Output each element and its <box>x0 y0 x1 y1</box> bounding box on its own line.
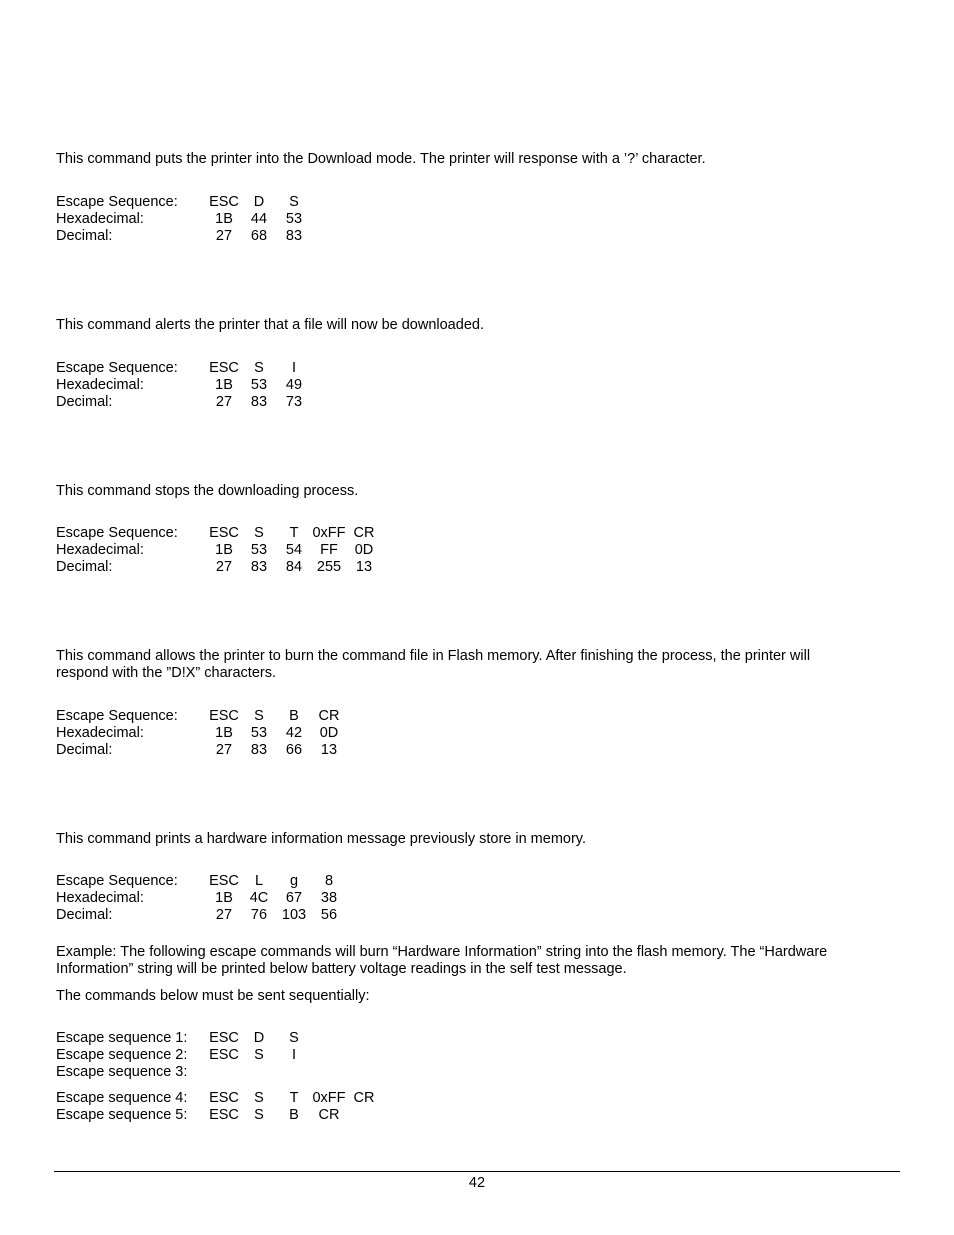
sequence-cell: ESC <box>209 194 239 210</box>
sequence-cell: L <box>254 873 264 889</box>
sequence-cell: 49 <box>285 377 303 393</box>
sequence-row-label: Escape Sequence: <box>56 525 178 541</box>
sequence-cell: ESC <box>209 1047 239 1063</box>
sequence-cell: CR <box>318 1107 340 1123</box>
sequence-cell: 53 <box>250 725 268 741</box>
section-4-description: This command allows the printer to burn the command file in Flash memory. After finishing the process, the printer will respond with the ”D!X” characters. <box>56 648 811 681</box>
sequence-row-label: Escape sequence 5: <box>56 1107 188 1123</box>
sequence-cell: 4C <box>249 890 269 906</box>
sequence-cell: S <box>254 708 264 724</box>
sequence-cell: 54 <box>285 542 303 558</box>
sequence-row-label: Escape Sequence: <box>56 873 178 889</box>
sequence-cell: 1B <box>215 377 233 393</box>
sequence-cell: 103 <box>281 907 307 923</box>
page-number: 42 <box>468 1175 486 1191</box>
sequence-cell: T <box>289 525 299 541</box>
sequence-cell: 1B <box>215 725 233 741</box>
sequence-cell: S <box>254 525 264 541</box>
sequence-cell: 68 <box>250 228 268 244</box>
sequence-cell: CR <box>353 1090 375 1106</box>
sequence-row-label: Escape Sequence: <box>56 708 178 724</box>
sequence-cell: 27 <box>215 559 233 575</box>
sequence-row-label: Decimal: <box>56 559 113 575</box>
sequence-cell: CR <box>353 525 375 541</box>
sequence-cell: 1B <box>215 542 233 558</box>
sequence-cell: B <box>289 1107 299 1123</box>
sequence-cell: 44 <box>250 211 268 227</box>
sequence-cell: ESC <box>209 1030 239 1046</box>
example-text: Example: The following escape commands will burn “Hardware Information” string into the flash memory. The “Hardware Information” string will be printed below battery voltage readings in the self test message. <box>56 944 828 977</box>
sequence-cell: g <box>289 873 299 889</box>
sequence-cell: 83 <box>250 559 268 575</box>
sequence-row-label: Escape Sequence: <box>56 360 178 376</box>
sequence-cell: ESC <box>209 708 239 724</box>
sequence-row-label: Escape sequence 3: <box>56 1064 188 1080</box>
sequence-cell: T <box>289 1090 299 1106</box>
sequence-cell: I <box>291 360 297 376</box>
sequence-cell: S <box>254 1047 264 1063</box>
sequence-row-label: Escape sequence 1: <box>56 1030 188 1046</box>
sequence-cell: 42 <box>285 725 303 741</box>
sequence-cell: 1B <box>215 211 233 227</box>
sequence-cell: 53 <box>250 542 268 558</box>
sequence-cell: 8 <box>324 873 334 889</box>
section-2-description: This command alerts the printer that a file will now be downloaded. <box>56 317 484 333</box>
sequence-cell: 27 <box>215 742 233 758</box>
sequence-cell: ESC <box>209 873 239 889</box>
sequence-cell: 0D <box>354 542 374 558</box>
sequence-row-label: Decimal: <box>56 394 113 410</box>
sequence-cell: ESC <box>209 1107 239 1123</box>
sequence-row-label: Hexadecimal: <box>56 542 144 558</box>
sequence-cell: S <box>254 1107 264 1123</box>
section-3-description: This command stops the downloading process. <box>56 483 359 499</box>
sequence-row-label: Hexadecimal: <box>56 377 144 393</box>
sequence-cell: 83 <box>250 742 268 758</box>
sequence-cell: 27 <box>215 394 233 410</box>
sequence-cell: 255 <box>316 559 342 575</box>
sequence-row-label: Escape sequence 2: <box>56 1047 188 1063</box>
sequence-cell: 0D <box>319 725 339 741</box>
sequence-cell: S <box>254 1090 264 1106</box>
sequence-cell: D <box>253 1030 265 1046</box>
sequence-cell: 84 <box>285 559 303 575</box>
sequence-cell: S <box>254 360 264 376</box>
sequential-note: The commands below must be sent sequentially: <box>56 988 370 1004</box>
sequence-row-label: Hexadecimal: <box>56 725 144 741</box>
sequence-cell: S <box>289 194 299 210</box>
sequence-cell: 38 <box>320 890 338 906</box>
sequence-cell: 56 <box>320 907 338 923</box>
sequence-cell: ESC <box>209 360 239 376</box>
sequence-cell: 76 <box>250 907 268 923</box>
sequence-cell: 13 <box>320 742 338 758</box>
sequence-cell: 53 <box>250 377 268 393</box>
sequence-cell: 67 <box>285 890 303 906</box>
sequence-row-label: Escape sequence 4: <box>56 1090 188 1106</box>
sequence-row-label: Hexadecimal: <box>56 211 144 227</box>
sequence-cell: D <box>253 194 265 210</box>
sequence-cell: 83 <box>250 394 268 410</box>
sequence-cell: 0xFF <box>312 1090 346 1106</box>
sequence-cell: I <box>291 1047 297 1063</box>
sequence-row-label: Decimal: <box>56 742 113 758</box>
sequence-cell: 27 <box>215 907 233 923</box>
section-1-description: This command puts the printer into the Download mode. The printer will response with a ’?’ character. <box>56 151 706 167</box>
sequence-cell: 66 <box>285 742 303 758</box>
sequence-row-label: Decimal: <box>56 228 113 244</box>
sequence-cell: 73 <box>285 394 303 410</box>
sequence-cell: ESC <box>209 1090 239 1106</box>
sequence-cell: 13 <box>355 559 373 575</box>
sequence-cell: B <box>289 708 299 724</box>
footer-divider <box>54 1171 900 1172</box>
sequence-row-label: Escape Sequence: <box>56 194 178 210</box>
sequence-row-label: Decimal: <box>56 907 113 923</box>
section-5-description: This command prints a hardware information message previously store in memory. <box>56 831 586 847</box>
sequence-cell: CR <box>318 708 340 724</box>
sequence-cell: ESC <box>209 525 239 541</box>
sequence-cell: 83 <box>285 228 303 244</box>
sequence-cell: 27 <box>215 228 233 244</box>
sequence-cell: 53 <box>285 211 303 227</box>
sequence-cell: 0xFF <box>312 525 346 541</box>
sequence-cell: FF <box>320 542 338 558</box>
sequence-cell: S <box>289 1030 299 1046</box>
sequence-cell: 1B <box>215 890 233 906</box>
sequence-row-label: Hexadecimal: <box>56 890 144 906</box>
